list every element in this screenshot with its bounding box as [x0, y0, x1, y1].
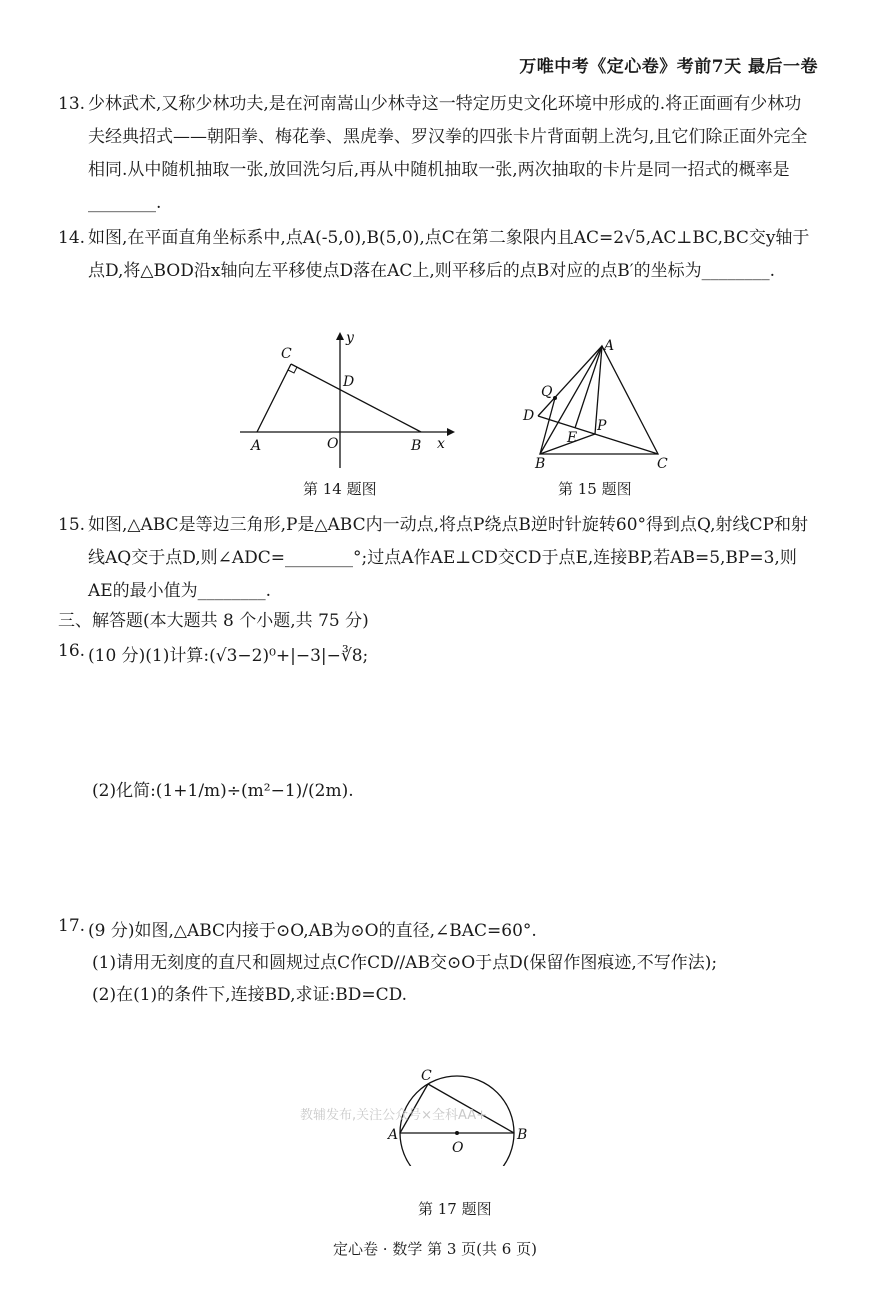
figure-14-caption: 第 14 题图	[303, 480, 377, 498]
label-b: B	[411, 438, 422, 454]
question-text: 少林武术,又称少林功夫,是在河南嵩山少林寺这一特定历史文化环境中形成的.将正面画有少林功夫经典招式——朝阳拳、梅花拳、黑虎拳、罗汉拳的四张卡片背面朝上洗匀,且它们除正面外完全相同.从中随机抽取一张,放回洗匀后,再从中随机抽取一张,两次抽取的卡片是同一招式的概率是________.	[88, 94, 808, 213]
y-axis-arrow	[336, 332, 344, 340]
label-a: A	[604, 338, 615, 354]
segment-ad	[538, 346, 602, 416]
label-c: C	[421, 1068, 432, 1084]
label-x: x	[437, 436, 445, 452]
figure-15-diagram	[515, 336, 675, 476]
question-17-part1: (1)请用无刻度的直尺和圆规过点C作CD//AB交⊙O于点D(保留作图痕迹,不写作法);	[92, 953, 718, 973]
figure-15-caption: 第 15 题图	[558, 480, 632, 498]
question-text: 如图,在平面直角坐标系中,点A(-5,0),B(5,0),点C在第二象限内且AC=2√5,AC⊥BC,BC交y轴于点D,将△BOD沿x轴向左平移使点D落在AC上,则平移后的点B对应的点B′的坐标为________.	[88, 228, 810, 281]
label-o: O	[452, 1140, 464, 1156]
question-16-number: 16.	[58, 641, 86, 661]
label-b: B	[535, 456, 546, 472]
figure-14-diagram	[235, 328, 460, 473]
question-16-part2: (2)化简:(1+1/m)÷(m²−1)/(2m).	[92, 781, 354, 801]
label-a: A	[388, 1127, 399, 1143]
page-footer: 定心卷 · 数学 第 3 页(共 6 页)	[333, 1240, 537, 1258]
page-header-title: 万唯中考《定心卷》考前7天 最后一卷	[519, 57, 818, 77]
question-17-intro: (9 分)如图,△ABC内接于⊙O,AB为⊙O的直径,∠BAC=60°.	[88, 921, 537, 941]
question-16-part1: (10 分)(1)计算:(√3−2)⁰+|−3|−∛8;	[88, 646, 369, 666]
label-c: C	[281, 346, 292, 362]
x-axis-arrow	[447, 428, 455, 436]
question-number: 13.	[58, 94, 86, 114]
label-p: P	[597, 418, 607, 434]
label-b: B	[517, 1127, 528, 1143]
label-c: C	[657, 456, 668, 472]
label-d: D	[523, 408, 535, 424]
triangle-abc	[540, 346, 658, 454]
label-y: y	[346, 330, 354, 346]
label-e: E	[567, 430, 578, 446]
center-point	[455, 1131, 459, 1135]
label-a: A	[251, 438, 262, 454]
label-d: D	[343, 374, 355, 390]
label-o: O	[327, 436, 339, 452]
segment-cb	[291, 364, 421, 432]
label-q: Q	[541, 384, 553, 400]
point-q	[553, 396, 557, 400]
question-text: 如图,△ABC是等边三角形,P是△ABC内一动点,将点P绕点B逆时针旋转60°得到点Q,射线CP和射线AQ交于点D,则∠ADC=________°;过点A作AE⊥CD交CD于点E,连接BP,若AB=5,BP=3,则AE的最小值为________.	[88, 515, 808, 601]
watermark-text: 教辅发布,关注公众号×全科AA+	[300, 1108, 488, 1123]
question-17-part2: (2)在(1)的条件下,连接BD,求证:BD=CD.	[92, 985, 408, 1005]
figure-17-caption: 第 17 题图	[418, 1200, 492, 1218]
question-number: 15.	[58, 515, 86, 535]
question-number: 14.	[58, 228, 86, 248]
section-title: 三、解答题(本大题共 8 个小题,共 75 分)	[58, 611, 369, 631]
question-17-number: 17.	[58, 916, 86, 936]
segment-ac	[257, 364, 291, 432]
